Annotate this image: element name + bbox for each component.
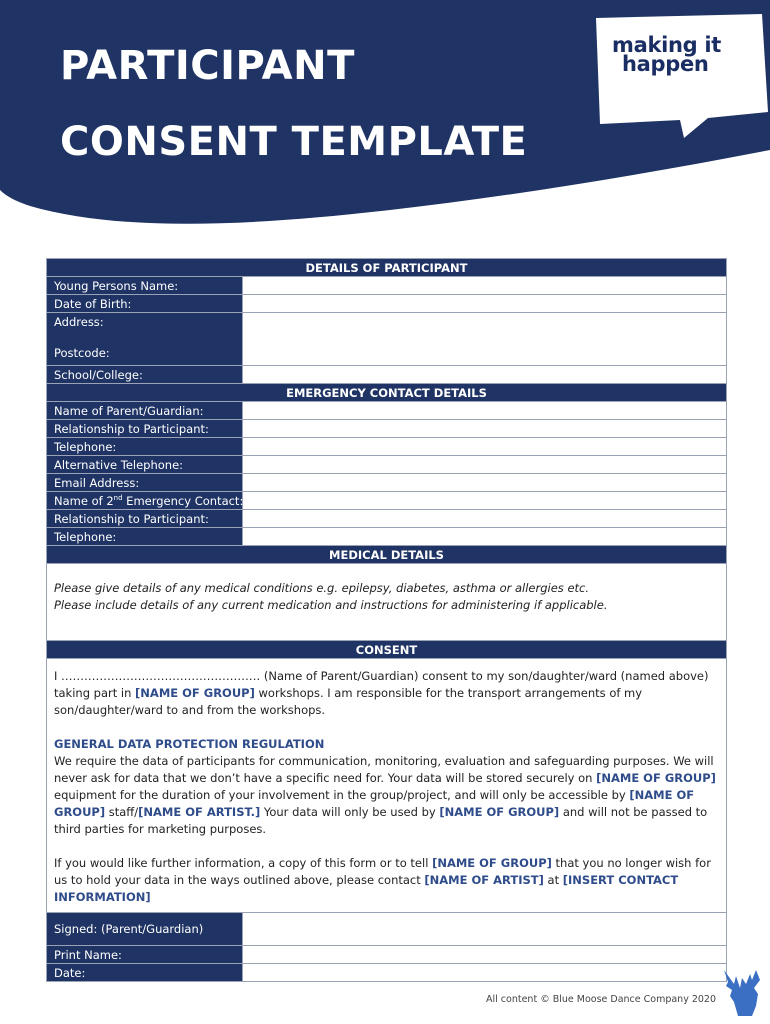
label-part: Emergency Contact:: [122, 493, 244, 508]
footer-copyright: All content © Blue Moose Dance Company 2020: [486, 994, 717, 1005]
form-row-date-of-birth: [47, 295, 727, 313]
blue-moose-logo-icon: [718, 966, 764, 1018]
second-emergency-contact-field[interactable]: [243, 492, 727, 510]
school-college-field[interactable]: [243, 366, 727, 384]
field-label: Address:: [54, 315, 104, 329]
gdpr-paragraph: We require the data of participants for communication, monitoring, evaluation and safeguarding purposes. We will never ask for data that we don’t have a specific need for. Your data will be stored securely on [NAME OF GROUP] equipment for the duration of your involvement in the group/project, and will only be accessible by [NAME OF GROUP] staff/[NAME OF ARTIST.] Your data will only be used by [NAME OF GROUP] and will not be passed to third parties for marketing purposes.: [54, 754, 716, 836]
address-field[interactable]: [243, 313, 727, 366]
medical-details-field[interactable]: [47, 564, 727, 641]
field-label: Relationship to Participant:: [47, 510, 243, 528]
field-label: Email Address:: [47, 474, 243, 492]
logo-text: [612, 33, 722, 76]
field-label: Signed: (Parent/Guardian): [47, 913, 243, 946]
logo-line-1: making it: [612, 33, 722, 57]
field-label: Date of Birth:: [47, 295, 243, 313]
telephone-2-field[interactable]: [243, 528, 727, 546]
consent-section-header: CONSENT: [47, 641, 727, 659]
field-label: Date:: [47, 964, 243, 982]
title-line-1: PARTICIPANT: [60, 43, 355, 89]
consent-statement: I ……………………………………………. (Name of Parent/Guardian) consent to my son/daughter/ward (named above) taking part in [NAME OF GROUP] workshops. I am responsible for the transport arrangements of my son/daughter/ward to and from the workshops.: [54, 669, 709, 717]
date-field[interactable]: [243, 964, 727, 982]
parent-guardian-name-field[interactable]: [243, 402, 727, 420]
gdpr-heading: GENERAL DATA PROTECTION REGULATION: [54, 737, 325, 751]
form-row-relationship: [47, 420, 727, 438]
field-label: Name of Parent/Guardian:: [47, 402, 243, 420]
form-row-school: [47, 366, 727, 384]
participant-section-header: DETAILS OF PARTICIPANT: [47, 259, 727, 277]
title-line-2: CONSENT TEMPLATE: [60, 119, 528, 165]
form-row-young-persons-name: [47, 277, 727, 295]
young-persons-name-field[interactable]: [243, 277, 727, 295]
print-name-field[interactable]: [243, 946, 727, 964]
further-info-paragraph: If you would like further information, a copy of this form or to tell [NAME OF GROUP] that you no longer wish for us to hold your data in the ways outlined above, please contact [NAME OF ARTIST] at [INSERT CONTACT INFORMATION]: [54, 856, 711, 904]
form-row-print-name: [47, 946, 727, 964]
form-row-signed: [47, 913, 727, 946]
consent-body: [47, 659, 727, 913]
emergency-section-header: EMERGENCY CONTACT DETAILS: [47, 384, 727, 402]
email-field[interactable]: [243, 474, 727, 492]
medical-instruction-2: Please include details of any current medication and instructions for administering if applicable.: [54, 598, 608, 612]
field-label: School/College:: [47, 366, 243, 384]
label-superscript: nd: [113, 493, 123, 502]
form-row-telephone: [47, 438, 727, 456]
field-label: [47, 492, 243, 510]
form-row-date: [47, 964, 727, 982]
field-label: Postcode:: [54, 346, 110, 360]
field-label: Relationship to Participant:: [47, 420, 243, 438]
medical-section-header: MEDICAL DETAILS: [47, 546, 727, 564]
medical-instruction-1: Please give details of any medical conditions e.g. epilepsy, diabetes, asthma or allergies etc.: [54, 581, 590, 595]
form-row-alt-telephone: [47, 456, 727, 474]
relationship-field[interactable]: [243, 420, 727, 438]
medical-details-area: [47, 564, 727, 641]
form-row-email: [47, 474, 727, 492]
field-label: Print Name:: [47, 946, 243, 964]
label-part: Name of 2: [54, 493, 114, 508]
date-of-birth-field[interactable]: [243, 295, 727, 313]
page-title: [60, 28, 527, 180]
form-row-relationship-2: [47, 510, 727, 528]
form-row-second-contact: [47, 492, 727, 510]
telephone-field[interactable]: [243, 438, 727, 456]
consent-form-table: [46, 258, 727, 982]
alternative-telephone-field[interactable]: [243, 456, 727, 474]
consent-text-area: [47, 659, 727, 913]
address-postcode-labels: [47, 313, 243, 366]
logo-line-2: happen: [622, 52, 709, 76]
form-row-address: [47, 313, 727, 366]
field-label: Telephone:: [47, 438, 243, 456]
signature-field[interactable]: [243, 913, 727, 946]
relationship-2-field[interactable]: [243, 510, 727, 528]
field-label: Telephone:: [47, 528, 243, 546]
field-label: Alternative Telephone:: [47, 456, 243, 474]
form-row-telephone-2: [47, 528, 727, 546]
field-label: Young Persons Name:: [47, 277, 243, 295]
form-row-parent-name: [47, 402, 727, 420]
